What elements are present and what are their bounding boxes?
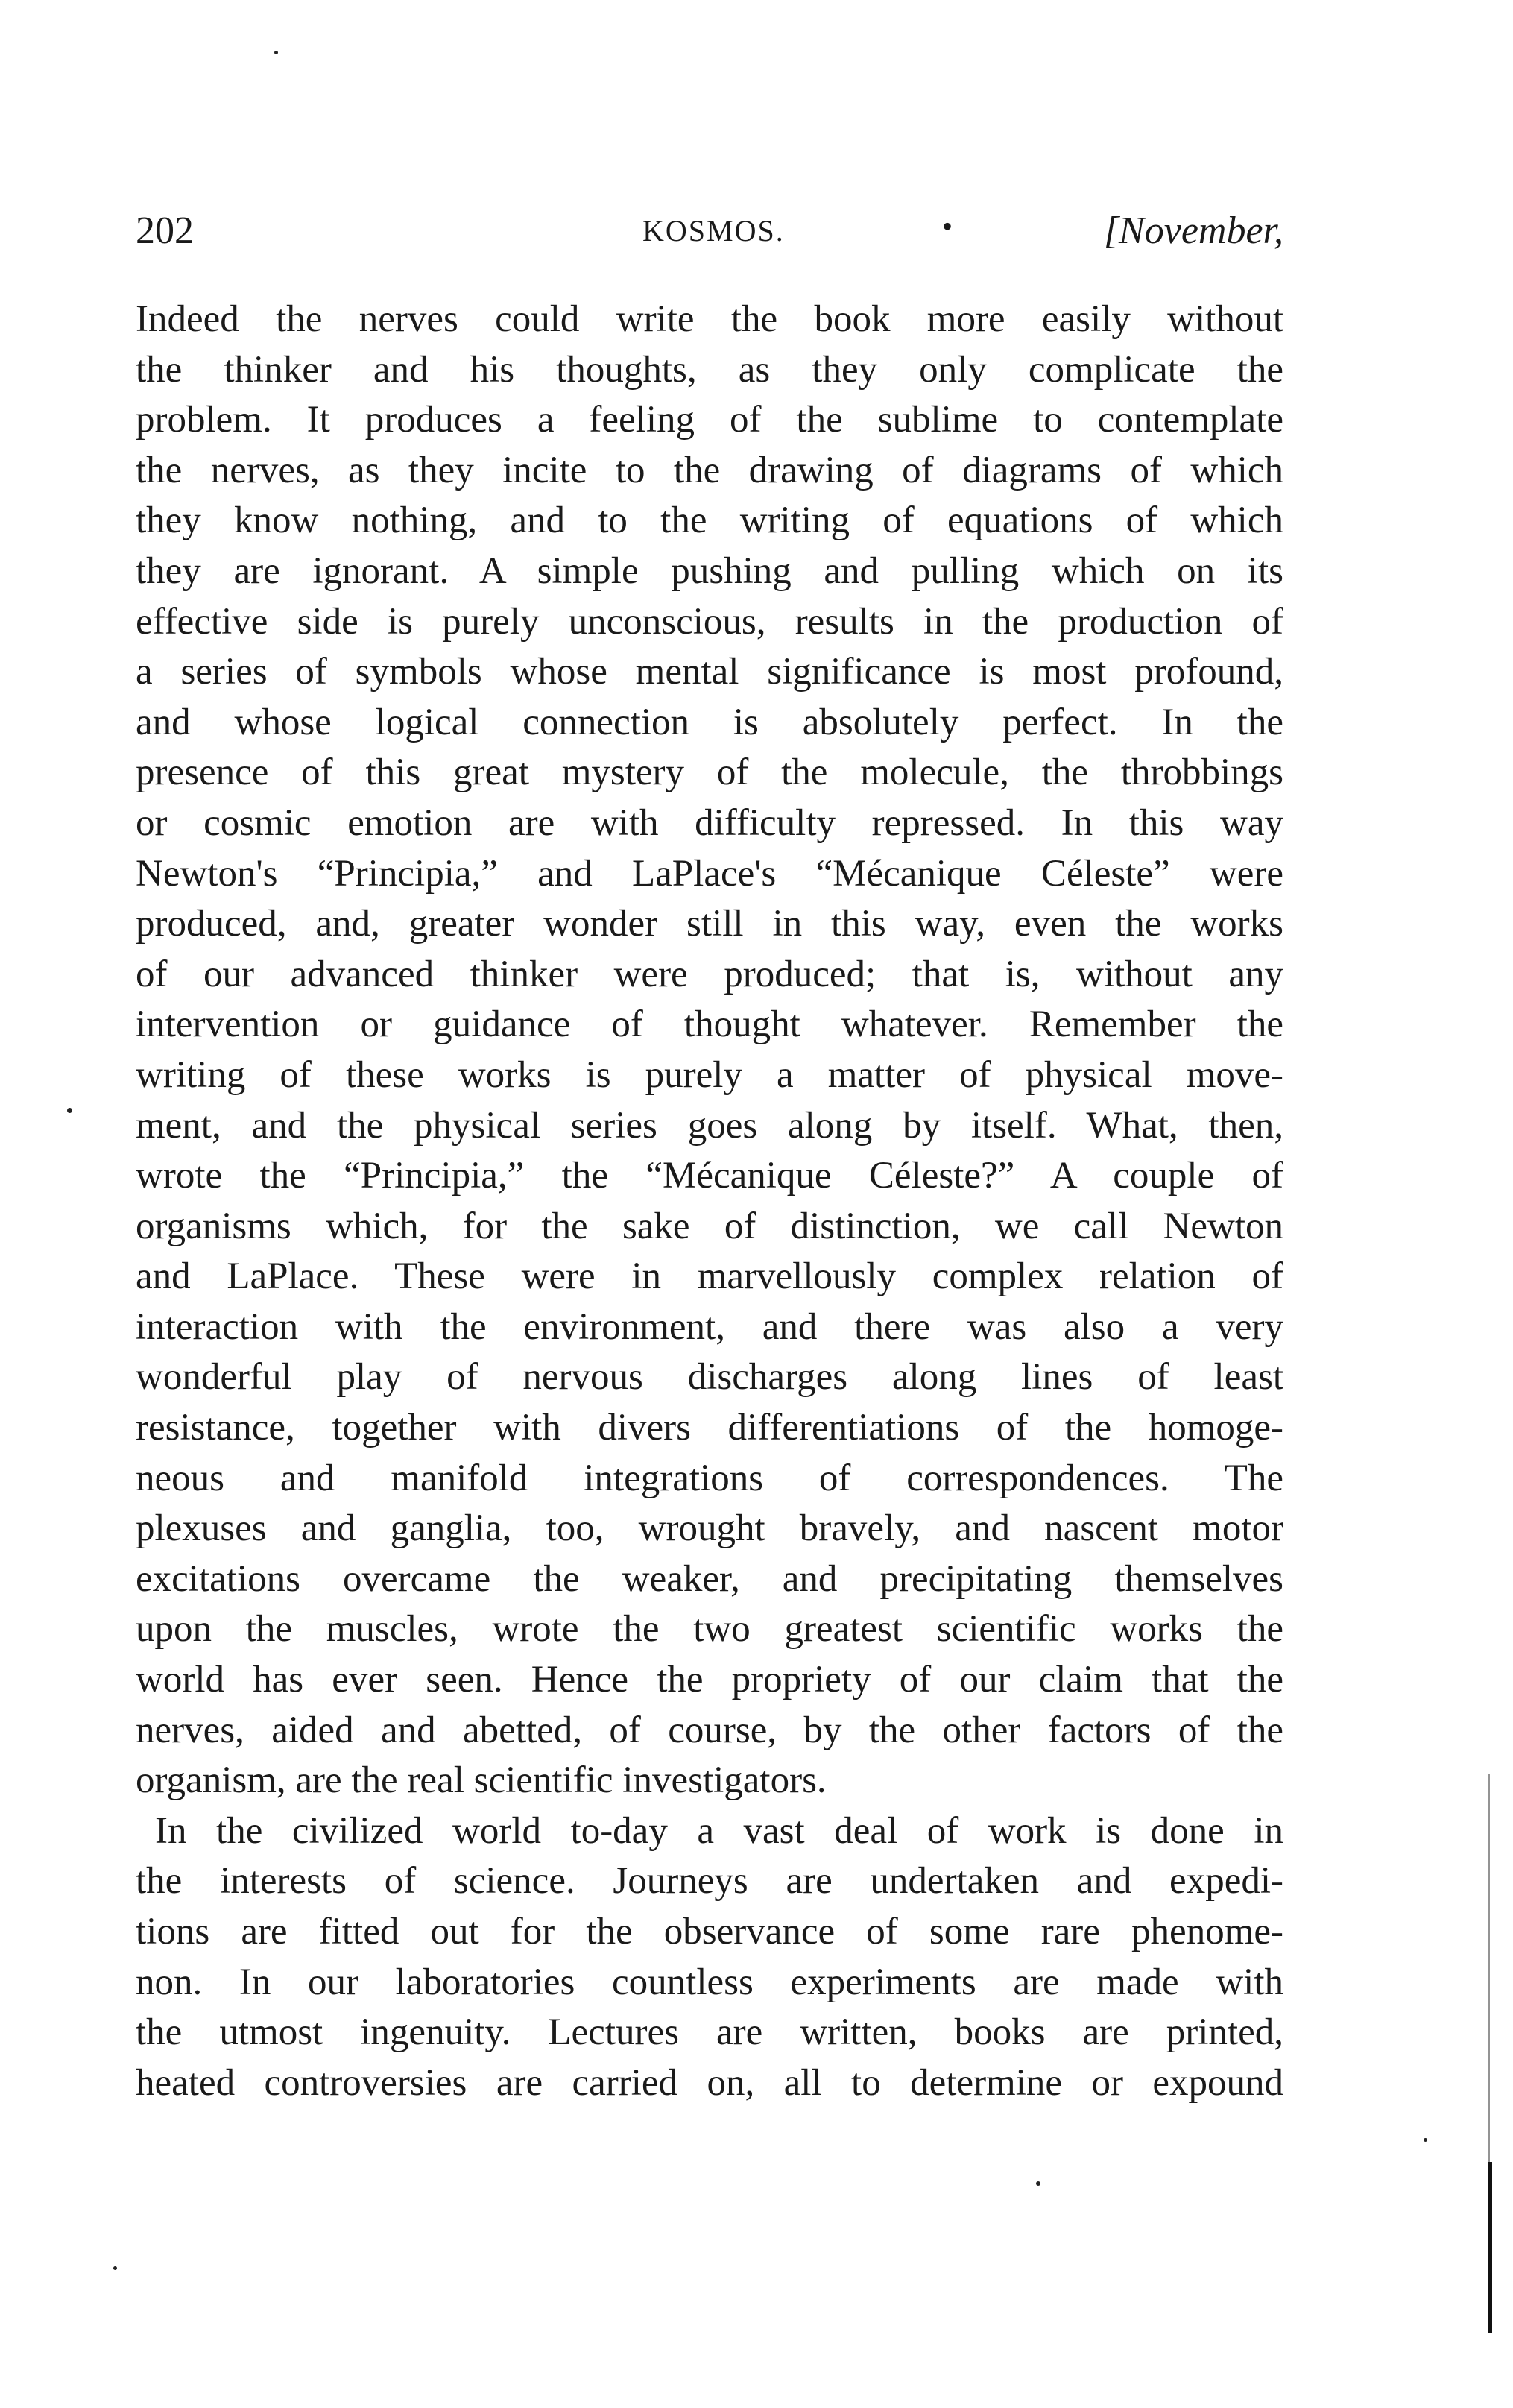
text-line: excitations overcame the weaker, and precipitating themselves: [136, 1557, 1283, 1600]
header-month: [November,: [1103, 209, 1283, 252]
text-line: ment, and the physical series goes along by itself. What, then,: [136, 1104, 1283, 1147]
paragraph: [136, 1806, 1283, 2109]
text-line: organisms which, for the sake of distinction, we call Newton: [136, 1205, 1283, 1247]
text-line: the nerves, as they incite to the drawing of diagrams of which: [136, 449, 1283, 491]
text-line: writing of these works is purely a matter of physical move-: [136, 1053, 1283, 1096]
running-title: KOSMOS.: [642, 214, 785, 248]
text-line: presence of this great mystery of the molecule, the throbbings: [136, 751, 1283, 794]
text-line: produced, and, greater wonder still in this way, even the works: [136, 903, 1283, 945]
scan-speck: [1424, 2138, 1427, 2142]
text-line: the thinker and his thoughts, as they only complicate the: [136, 348, 1283, 391]
text-line: non. In our laboratories countless experiments are made with: [136, 1961, 1283, 2003]
scan-speck: [67, 1108, 72, 1113]
text-line: heated controversies are carried on, all to determine or expound: [136, 2061, 1283, 2104]
margin-rule: [1488, 2162, 1492, 2333]
text-line: intervention or guidance of thought whatever. Remember the: [136, 1003, 1283, 1046]
scan-speck: [1036, 2181, 1040, 2186]
text-line: of our advanced thinker were produced; that is, without any: [136, 953, 1283, 995]
text-line: wonderful play of nervous discharges along lines of least: [136, 1356, 1283, 1399]
text-line: problem. It produces a feeling of the sublime to contemplate: [136, 399, 1283, 441]
text-line: they are ignorant. A simple pushing and pulling which on its: [136, 549, 1283, 592]
text-line: effective side is purely unconscious, results in the production of: [136, 600, 1283, 643]
text-line: world has ever seen. Hence the propriety of our claim that the: [136, 1659, 1283, 1701]
text-line: they know nothing, and to the writing of equations of which: [136, 499, 1283, 542]
scan-speck: [113, 2266, 117, 2270]
paragraph: [136, 294, 1283, 1806]
body-text: [136, 294, 1283, 2108]
text-line: the interests of science. Journeys are undertaken and expedi-: [136, 1860, 1283, 1903]
text-line: Newton's “Principia,” and LaPlace's “Mécanique Céleste” were: [136, 852, 1283, 895]
text-line: In the civilized world to-day a vast deal of work is done in: [155, 1809, 1283, 1852]
text-line: Indeed the nerves could write the book more easily without: [136, 298, 1283, 340]
text-line: nerves, aided and abetted, of course, by the other factors of the: [136, 1709, 1283, 1751]
page-number: 202: [136, 209, 194, 252]
text-line: a series of symbols whose mental significance is most profound,: [136, 651, 1283, 693]
text-line: organism, are the real scientific investigators.: [136, 1759, 827, 1802]
text-line: and LaPlace. These were in marvellously complex relation of: [136, 1255, 1283, 1298]
text-line: or cosmic emotion are with difficulty repressed. In this way: [136, 801, 1283, 844]
running-header: [136, 209, 1283, 268]
text-line: tions are fitted out for the observance of some rare phenome-: [136, 1911, 1283, 1952]
header-separator: •: [942, 209, 953, 243]
text-line: upon the muscles, wrote the two greatest scientific works the: [136, 1608, 1283, 1651]
text-line: and whose logical connection is absolutely perfect. In the: [136, 701, 1283, 743]
text-line: interaction with the environment, and there was also a very: [136, 1305, 1283, 1348]
text-line: wrote the “Principia,” the “Mécanique Céleste?” A couple of: [136, 1155, 1283, 1197]
text-line: plexuses and ganglia, too, wrought bravely, and nascent motor: [136, 1507, 1283, 1550]
scan-speck: [274, 51, 278, 54]
text-line: neous and manifold integrations of correspondences. The: [136, 1457, 1283, 1499]
text-line: the utmost ingenuity. Lectures are written, books are printed,: [136, 2011, 1283, 2054]
text-line: resistance, together with divers differentiations of the homoge-: [136, 1407, 1283, 1449]
